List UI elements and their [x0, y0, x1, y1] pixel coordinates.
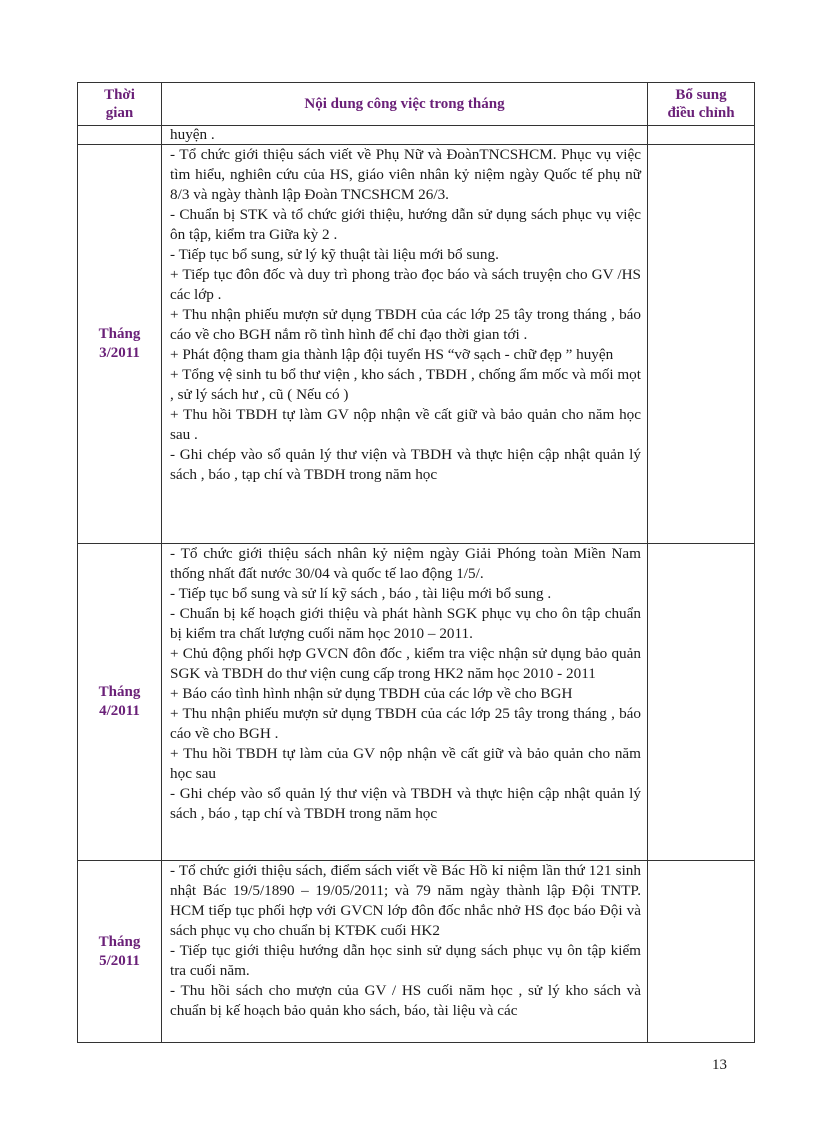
supplement-cell [648, 544, 755, 861]
month-row-april [78, 544, 755, 861]
month-content [162, 544, 648, 861]
task-line: + Thu hồi TBDH tự làm GV nộp nhận về cất giữ và bảo quản cho năm học sau . [170, 406, 641, 443]
month-content [162, 145, 648, 544]
work-plan-table [77, 82, 755, 1043]
task-line: + Phát động tham gia thành lập đội tuyển HS “vỡ sạch - chữ đẹp ” huyện [170, 346, 614, 363]
page-number: 13 [712, 1057, 727, 1073]
month-label-line2: 4/2011 [99, 703, 140, 719]
month-label-line2: 5/2011 [99, 952, 140, 969]
task-line: + Tiếp tục đôn đốc và duy trì phong trào đọc báo và sách truyện cho GV /HS các lớp . [170, 266, 641, 303]
task-line: + Tổng vệ sinh tu bổ thư viện , kho sách , TBDH , chống ẩm mốc và mối mọt , sử lý sách hư , cũ ( Nếu có ) [170, 366, 641, 403]
task-line: - Thu hồi sách cho mượn của GV / HS cuối năm học , sử lý kho sách và chuẩn bị kế hoạch bảo quản kho sách, báo, tài liệu và các [170, 982, 641, 1019]
header-supplement-line2: điều chỉnh [667, 105, 735, 121]
header-supplement-line1: Bổ sung [675, 87, 727, 103]
task-line: - Tiếp tục giới thiệu hướng dẫn học sinh sử dụng sách phục vụ ôn tập kiểm tra cuối năm. [170, 942, 641, 979]
month-label-line1: Tháng [98, 326, 141, 342]
task-line: - Chuẩn bị STK và tổ chức giới thiệu, hướng dẫn sử dụng sách phục vụ việc ôn tập, kiểm tra Giữa kỳ 2 . [170, 206, 641, 243]
task-line: + Thu nhận phiếu mượn sử dụng TBDH của các lớp 25 tây trong tháng , báo cáo về cho BGH nắm rõ tình hình để chỉ đạo thời gian tới . [170, 306, 641, 343]
task-line: - Tổ chức giới thiệu sách nhân kỷ niệm ngày Giải Phóng toàn Miền Nam thống nhất đất nước 30/04 và quốc tế lao động 1/5/. [170, 545, 641, 582]
header-supplement [648, 83, 755, 126]
table-header-row [78, 83, 755, 126]
supplement-cell [648, 145, 755, 544]
month-row-march [78, 145, 755, 544]
month-label [78, 145, 162, 544]
task-line: + Thu nhận phiếu mượn sử dụng TBDH của các lớp 25 tây trong tháng , báo cáo về cho BGH . [170, 705, 641, 742]
task-line: + Báo cáo tình hình nhận sử dụng TBDH của các lớp về cho BGH [170, 685, 573, 702]
task-line: - Tiếp tục bổ sung, sử lý kỹ thuật tài liệu mới bổ sung. [170, 246, 499, 263]
task-line: - Tiếp tục bổ sung và sử lí kỹ sách , báo , tài liệu mới bổ sung . [170, 585, 552, 602]
task-line: + Chủ động phối hợp GVCN đôn đốc , kiểm tra việc nhận sử dụng bảo quản SGK và TBDH do thư viện cung cấp trong HK2 năm học 2010 - 2011 [170, 645, 641, 682]
task-line: - Tổ chức giới thiệu sách, điểm sách viết về Bác Hồ kỉ niệm lần thứ 121 sinh nhật Bác 19/5/1890 – 19/05/2011; và 79 năm ngày thành lập Đội TNTP. HCM tiếp tục phối hợp với GVCN lớp đôn đốc nhắc nhở HS đọc báo Đội và sách phục vụ cho chuẩn bị KTĐK cuối HK2 [170, 862, 641, 939]
task-line: - Ghi chép vào sổ quản lý thư viện và TBDH và thực hiện cập nhật quản lý sách , báo , tạp chí và TBDH trong năm học [170, 785, 641, 822]
task-line: - Ghi chép vào sổ quản lý thư viện và TBDH và thực hiện cập nhật quản lý sách , báo , tạp chí và TBDH trong năm học [170, 446, 641, 483]
month-label-line1: Tháng [98, 933, 141, 950]
month-label-line2: 3/2011 [99, 345, 140, 361]
month-row-may [78, 861, 755, 1043]
task-line: - Chuẩn bị kế hoạch giới thiệu và phát hành SGK phục vụ cho ôn tập chuẩn bị kiểm tra chất lượng cuối năm học 2010 – 2011. [170, 605, 641, 642]
header-time [78, 83, 162, 126]
task-line: - Tổ chức giới thiệu sách viết về Phụ Nữ và ĐoànTNCSHCM. Phục vụ việc tìm hiểu, nghiên cứu của HS, giáo viên nhân kỷ niệm ngày Quốc tế phụ nữ 8/3 và ngày thành lập Đoàn TNCSHCM 26/3. [170, 146, 641, 203]
header-time-line1: Thời [104, 87, 135, 103]
header-time-line2: gian [105, 105, 134, 121]
header-content: Nội dung công việc trong tháng [162, 83, 648, 126]
continuation-row [78, 126, 755, 145]
task-line: + Thu hồi TBDH tự làm của GV nộp nhận về cất giữ và bảo quản cho năm học sau [170, 745, 641, 782]
month-content [162, 861, 648, 1043]
month-label-line1: Tháng [98, 684, 141, 700]
supplement-cell [648, 861, 755, 1043]
continuation-text: huyện . [162, 126, 648, 145]
month-label [78, 861, 162, 1043]
month-label [78, 544, 162, 861]
